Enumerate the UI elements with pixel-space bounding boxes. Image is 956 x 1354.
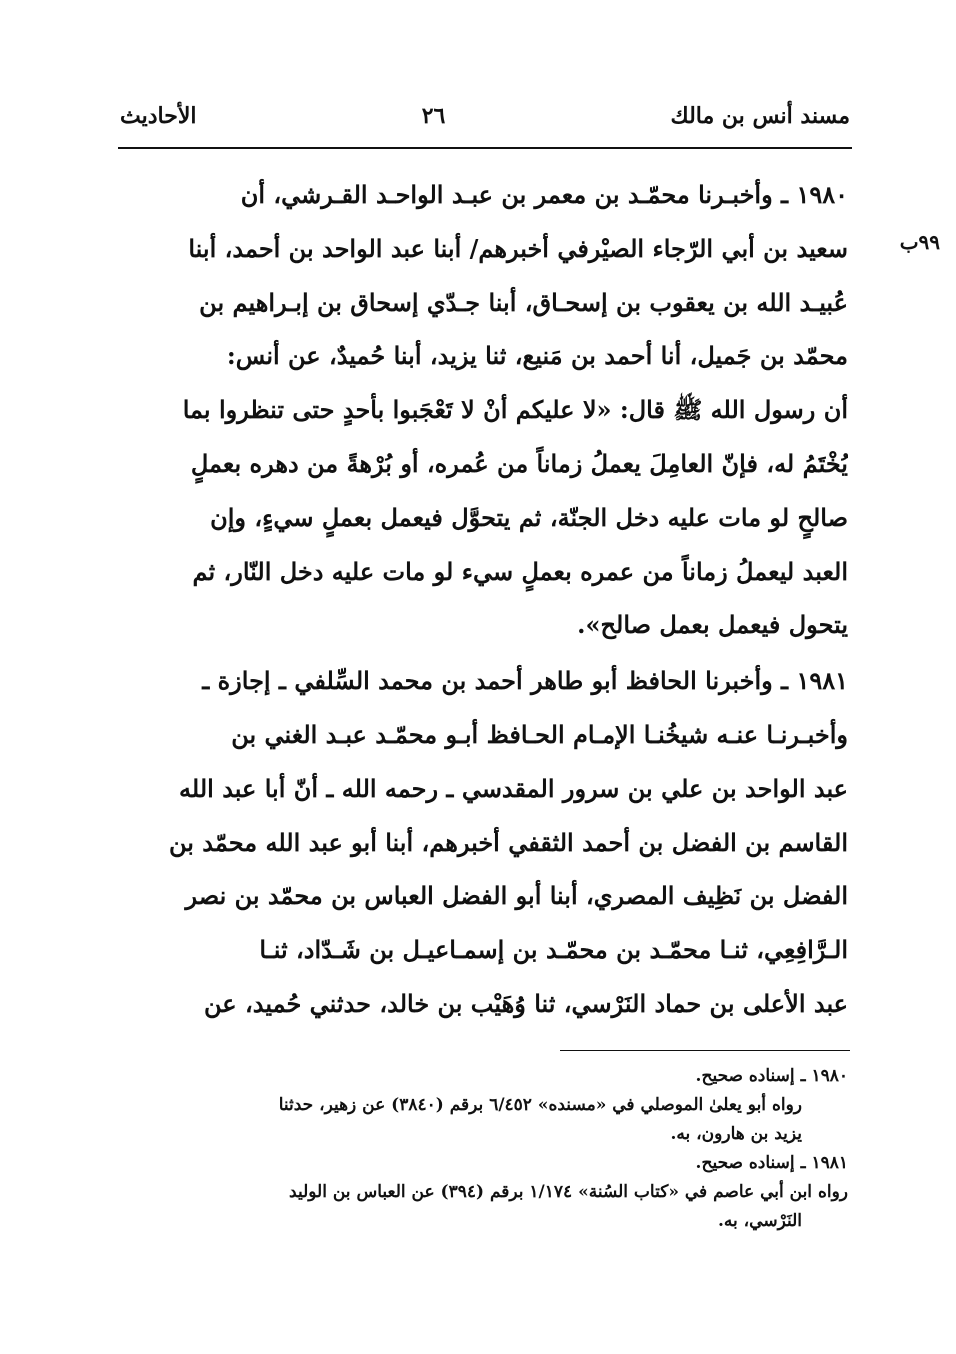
footnote-line: رواه أبو يعلىٰ الموصلي في «مسنده» ٦/٤٥٢ برقم (٣٨٤٠) عن زهير، حدثنا [278, 1095, 802, 1115]
text-line: يُخْتَمُ له، فإنّ العامِلَ يعملُ زماناً من عُمره، أو بُرْهةً من دهره بعملٍ [190, 448, 848, 478]
section-title: الأحاديث [120, 103, 197, 129]
text-line: صالحٍ لو مات عليه دخل الجنّة، ثم يتحوَّل فيعمل بعملٍ سيءٍ، وإن [210, 502, 848, 532]
text-line: الـرَّافِعِي، ثنـا محمّـد بن محمّـد بن إسمـاعيـل بن شَـدّاد، ثنـا [259, 935, 848, 965]
footnote-line: رواه ابن أبي عاصم في «كتاب السُنة» ١/١٧٤ برقم (٣٩٤) عن العباس بن الوليد [289, 1182, 848, 1202]
footnotes [118, 1062, 848, 1236]
text-line: وأخبـرنـا عنـه شيخُنـا الإمـام الحـافظ أبـو محمّـد عبـد الغني بن [231, 719, 848, 749]
page-number: ٢٦ [421, 103, 446, 129]
book-title: مسند أنس بن مالك [670, 103, 850, 129]
manuscript-folio-note: ٩٩ب [899, 230, 940, 254]
footnote-line: ١٩٨١ ـ إسناده صحيح. [695, 1153, 848, 1173]
footnote-divider [560, 1050, 850, 1051]
text-line: عُبيـد الله بن يعقوب بن إسحـاق، أبنا جـدّي إسحاق بن إبـراهيم بن [199, 287, 848, 317]
text-line: ١٩٨٠ ـ وأخبـرنا محمّـد بن معمر بن عبـد الواحـد القـرشي، أن [240, 180, 848, 209]
text-line: العبد ليعملُ زماناً من عمره بعملٍ سيء لو مات عليه دخل النّار، ثم [192, 556, 848, 586]
page-header [120, 96, 850, 136]
header-divider [118, 147, 852, 149]
hadith-1981 [118, 654, 848, 1031]
text-line: محمّد بن جَميل، أنا أحمد بن مَنيع، ثنا يزيد، أبنا حُميدٌ، عن أنس: [226, 341, 848, 371]
text-line: عبد الواحد بن علي بن سرور المقدسي ـ رحمه الله ـ أنّ أبا عبد الله [179, 773, 848, 803]
main-text [118, 168, 848, 1031]
text-line: عبد الأعلى بن حماد النَرْسي، ثنا وُهَيْب بن خالد، حدثني حُميد، عن [204, 988, 848, 1018]
text-line: سعيد بن أبي الرّجاء الصيْرفي أخبرهم/ أبنا عبد الواحد بن أحمد، أبنا [188, 233, 848, 263]
text-line: يتحول فيعمل بعمل صالح». [577, 610, 848, 640]
hadith-1980 [118, 168, 848, 652]
footnote-1981 [118, 1149, 848, 1236]
footnote-line: النَرْسي، به. [718, 1211, 802, 1231]
footnote-line: ١٩٨٠ ـ إسناده صحيح. [695, 1066, 848, 1086]
footnote-1980 [118, 1062, 848, 1149]
text-line: الفضل بن نَظِيف المصري، أبنا أبو الفضل العباس بن محمّد بن نصر [185, 881, 848, 911]
text-line: القاسم بن الفضل بن أحمد الثقفي أخبرهم، أبنا أبو عبد الله محمّد بن [168, 827, 848, 857]
footnote-line: يزيد بن هارون، به. [670, 1124, 802, 1144]
text-line: ١٩٨١ ـ وأخبرنا الحافظ أبو طاهر أحمد بن محمد السِّلفي ـ إجازة ـ [202, 666, 848, 696]
text-line: أن رسول الله ﷺ قال: «لا عليكم أنْ لا تَعْجَبوا بأحدٍ حتى تنظروا بما [182, 395, 848, 425]
